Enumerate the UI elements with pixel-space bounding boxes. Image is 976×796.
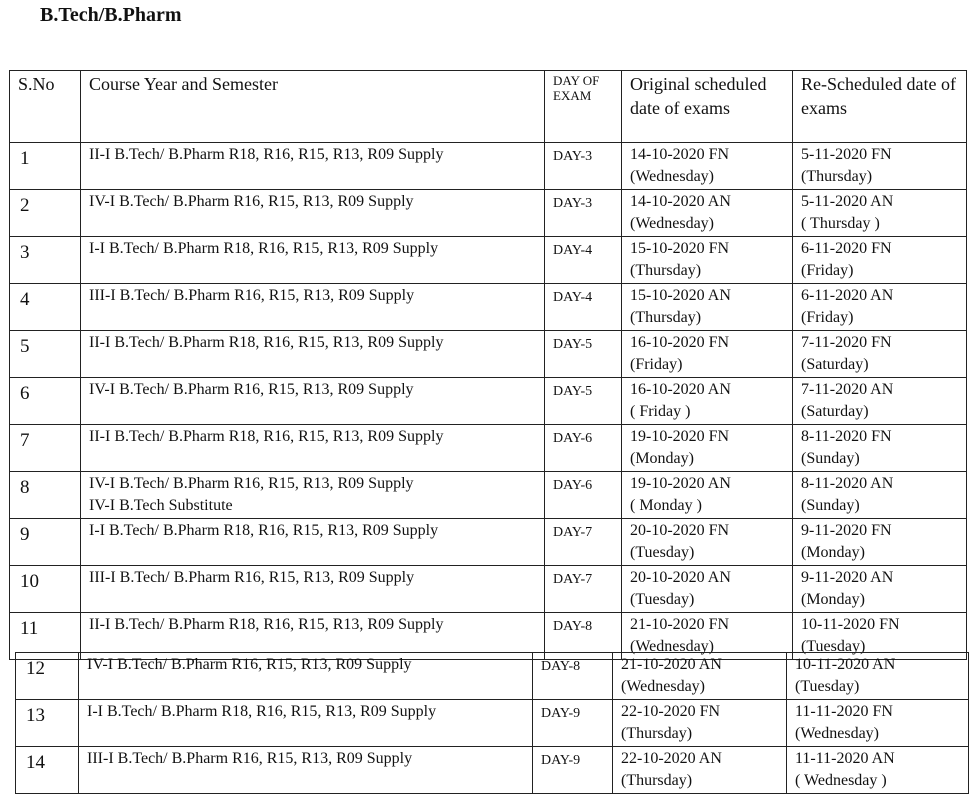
course-text: II-I B.Tech/ B.Pharm R18, R16, R15, R13, R09 Supply (89, 146, 444, 163)
course-text: IV-I B.Tech/ B.Pharm R16, R15, R13, R09 Supply (89, 193, 414, 210)
course-cell (79, 700, 533, 747)
rescheduled-date-cell (793, 519, 967, 566)
sno-cell (10, 425, 81, 472)
course-text: I-I B.Tech/ B.Pharm R18, R16, R15, R13, R09 Supply (89, 522, 439, 539)
table-row (10, 519, 967, 566)
sno-value: 10 (20, 571, 39, 592)
sno-cell (10, 472, 81, 519)
original-weekday: (Tuesday) (630, 591, 695, 608)
header-day-line1: DAY OF (553, 73, 600, 88)
rescheduled-date-cell (793, 331, 967, 378)
day-value: DAY-5 (553, 384, 593, 399)
original-weekday: (Friday) (630, 356, 683, 373)
header-sno: S.No (10, 71, 81, 143)
day-value: DAY-6 (553, 478, 593, 493)
course-cell (81, 143, 545, 190)
sno-cell (10, 284, 81, 331)
rescheduled-weekday: (Saturday) (801, 403, 869, 420)
rescheduled-date: 6-11-2020 AN (801, 287, 894, 304)
day-cell (545, 566, 622, 613)
original-date: 21-10-2020 AN (621, 656, 722, 673)
sno-cell (10, 378, 81, 425)
table-row (10, 331, 967, 378)
course-text: IV-I B.Tech/ B.Pharm R16, R15, R13, R09 Supply (89, 475, 414, 492)
rescheduled-weekday: (Tuesday) (801, 638, 866, 655)
course-text: III-I B.Tech/ B.Pharm R16, R15, R13, R09 Supply (87, 750, 413, 767)
sno-cell (10, 331, 81, 378)
table-row (16, 700, 969, 747)
sno-value: 1 (20, 148, 30, 169)
course-cell (81, 284, 545, 331)
course-text: III-I B.Tech/ B.Pharm R16, R15, R13, R09 Supply (89, 569, 415, 586)
course-cell (81, 425, 545, 472)
rescheduled-weekday: (Sunday) (801, 497, 860, 514)
day-cell (533, 747, 613, 794)
rescheduled-date-cell (793, 425, 967, 472)
rescheduled-date: 5-11-2020 AN (801, 193, 894, 210)
original-weekday: (Thursday) (630, 309, 702, 326)
day-value: DAY-4 (553, 290, 593, 305)
original-weekday: ( Monday ) (630, 497, 702, 514)
header-rescheduled-date: Re-Scheduled date of exams (793, 71, 967, 143)
rescheduled-date-cell (787, 700, 969, 747)
table-row (10, 472, 967, 519)
sno-value: 8 (20, 477, 30, 498)
course-cell (79, 653, 533, 700)
original-weekday: (Wednesday) (630, 168, 715, 185)
sno-value: 12 (26, 658, 45, 679)
sno-cell (16, 653, 79, 700)
original-date-cell (613, 653, 787, 700)
table-row (10, 566, 967, 613)
original-weekday: (Monday) (630, 450, 694, 467)
rescheduled-date: 10-11-2020 AN (795, 656, 896, 673)
original-date-cell (613, 700, 787, 747)
header-day-line2: EXAM (553, 88, 592, 103)
rescheduled-weekday: (Saturday) (801, 356, 869, 373)
sno-value: 14 (26, 752, 45, 773)
course-text: II-I B.Tech/ B.Pharm R18, R16, R15, R13, R09 Supply (89, 616, 444, 633)
day-value: DAY-9 (541, 706, 581, 721)
sno-cell (16, 700, 79, 747)
rescheduled-weekday: ( Thursday ) (801, 215, 880, 232)
exam-schedule-table (9, 70, 967, 660)
original-weekday: (Wednesday) (630, 638, 715, 655)
day-cell (533, 653, 613, 700)
table-row (10, 143, 967, 190)
header-course: Course Year and Semester (81, 71, 545, 143)
rescheduled-weekday: (Thursday) (801, 168, 873, 185)
original-weekday: (Wednesday) (630, 215, 715, 232)
sno-value: 9 (20, 524, 30, 545)
table-row (10, 190, 967, 237)
original-date: 22-10-2020 FN (621, 703, 721, 720)
rescheduled-date: 8-11-2020 AN (801, 475, 894, 492)
rescheduled-date-cell (793, 472, 967, 519)
original-date-cell (622, 331, 793, 378)
original-weekday: (Thursday) (621, 772, 693, 789)
rescheduled-date: 11-11-2020 FN (795, 703, 893, 720)
sno-value: 7 (20, 430, 30, 451)
course-text-line2: IV-I B.Tech Substitute (89, 497, 233, 514)
table-row (16, 747, 969, 794)
course-text: IV-I B.Tech/ B.Pharm R16, R15, R13, R09 Supply (89, 381, 414, 398)
day-cell (545, 425, 622, 472)
sno-value: 3 (20, 242, 30, 263)
original-date-cell (622, 425, 793, 472)
day-cell (545, 519, 622, 566)
rescheduled-date: 8-11-2020 FN (801, 428, 892, 445)
day-value: DAY-8 (553, 619, 593, 634)
rescheduled-date-cell (793, 237, 967, 284)
day-value: DAY-9 (541, 753, 581, 768)
original-date: 19-10-2020 AN (630, 475, 731, 492)
day-value: DAY-8 (541, 659, 581, 674)
rescheduled-date-cell (793, 190, 967, 237)
original-date-cell (622, 472, 793, 519)
original-date: 16-10-2020 FN (630, 334, 730, 351)
sno-cell (10, 237, 81, 284)
sno-cell (16, 747, 79, 794)
course-text: I-I B.Tech/ B.Pharm R18, R16, R15, R13, R09 Supply (87, 703, 437, 720)
sno-cell (10, 519, 81, 566)
day-value: DAY-7 (553, 525, 593, 540)
rescheduled-date-cell (793, 378, 967, 425)
course-text: IV-I B.Tech/ B.Pharm R16, R15, R13, R09 Supply (87, 656, 412, 673)
day-cell (545, 378, 622, 425)
page-title: B.Tech/B.Pharm (40, 4, 182, 26)
sno-cell (10, 190, 81, 237)
rescheduled-date-cell (793, 566, 967, 613)
day-cell (545, 331, 622, 378)
original-date-cell (622, 190, 793, 237)
original-weekday: (Thursday) (621, 725, 693, 742)
course-text: II-I B.Tech/ B.Pharm R18, R16, R15, R13, R09 Supply (89, 334, 444, 351)
table-row (10, 237, 967, 284)
rescheduled-weekday: ( Wednesday ) (795, 772, 887, 789)
rescheduled-weekday: (Monday) (801, 591, 865, 608)
original-date: 20-10-2020 FN (630, 522, 730, 539)
rescheduled-weekday: (Monday) (801, 544, 865, 561)
course-cell (81, 237, 545, 284)
table-row (10, 284, 967, 331)
rescheduled-date: 7-11-2020 AN (801, 381, 894, 398)
rescheduled-date: 9-11-2020 FN (801, 522, 892, 539)
course-cell (81, 190, 545, 237)
day-cell (545, 284, 622, 331)
course-cell (81, 378, 545, 425)
day-cell (545, 143, 622, 190)
original-date: 21-10-2020 FN (630, 616, 730, 633)
rescheduled-weekday: (Tuesday) (795, 678, 860, 695)
original-date: 14-10-2020 AN (630, 193, 731, 210)
rescheduled-date: 11-11-2020 AN (795, 750, 895, 767)
rescheduled-weekday: (Friday) (801, 309, 854, 326)
sno-value: 11 (20, 618, 39, 639)
original-date-cell (622, 566, 793, 613)
sno-value: 13 (26, 705, 45, 726)
original-date-cell (622, 237, 793, 284)
day-cell (545, 190, 622, 237)
header-day-of-exam (545, 71, 622, 143)
original-date: 20-10-2020 AN (630, 569, 731, 586)
rescheduled-date: 6-11-2020 FN (801, 240, 892, 257)
original-date: 16-10-2020 AN (630, 381, 731, 398)
original-date-cell (622, 378, 793, 425)
original-date: 14-10-2020 FN (630, 146, 730, 163)
rescheduled-date: 7-11-2020 FN (801, 334, 892, 351)
day-value: DAY-3 (553, 196, 593, 211)
day-value: DAY-5 (553, 337, 593, 352)
day-cell (533, 700, 613, 747)
course-cell (79, 747, 533, 794)
course-cell (81, 519, 545, 566)
day-value: DAY-7 (553, 572, 593, 587)
sno-value: 2 (20, 195, 30, 216)
course-cell (81, 331, 545, 378)
rescheduled-date-cell (793, 143, 967, 190)
day-value: DAY-4 (553, 243, 593, 258)
table-header-row (10, 71, 967, 143)
rescheduled-weekday: (Friday) (801, 262, 854, 279)
rescheduled-date-cell (787, 747, 969, 794)
course-text: I-I B.Tech/ B.Pharm R18, R16, R15, R13, R09 Supply (89, 240, 439, 257)
original-date: 15-10-2020 AN (630, 287, 731, 304)
header-original-date: Original scheduled date of exams (622, 71, 793, 143)
rescheduled-date: 5-11-2020 FN (801, 146, 892, 163)
original-weekday: (Thursday) (630, 262, 702, 279)
day-value: DAY-3 (553, 149, 593, 164)
rescheduled-weekday: (Wednesday) (795, 725, 880, 742)
rescheduled-weekday: (Sunday) (801, 450, 860, 467)
rescheduled-date: 9-11-2020 AN (801, 569, 894, 586)
original-date: 22-10-2020 AN (621, 750, 722, 767)
original-date-cell (622, 519, 793, 566)
original-date: 15-10-2020 FN (630, 240, 730, 257)
day-value: DAY-6 (553, 431, 593, 446)
course-cell (81, 566, 545, 613)
table-row (10, 378, 967, 425)
sno-value: 4 (20, 289, 30, 310)
table-row (10, 425, 967, 472)
original-date-cell (613, 747, 787, 794)
exam-schedule-table-continued (15, 652, 969, 794)
original-date-cell (622, 284, 793, 331)
sno-cell (10, 566, 81, 613)
sno-cell (10, 143, 81, 190)
rescheduled-date-cell (787, 653, 969, 700)
course-text: III-I B.Tech/ B.Pharm R16, R15, R13, R09 Supply (89, 287, 415, 304)
table-row (16, 653, 969, 700)
original-date: 19-10-2020 FN (630, 428, 730, 445)
course-text: II-I B.Tech/ B.Pharm R18, R16, R15, R13, R09 Supply (89, 428, 444, 445)
sno-value: 5 (20, 336, 30, 357)
rescheduled-date-cell (793, 284, 967, 331)
sno-value: 6 (20, 383, 30, 404)
original-weekday: (Wednesday) (621, 678, 706, 695)
original-date-cell (622, 143, 793, 190)
course-cell (81, 472, 545, 519)
original-weekday: (Tuesday) (630, 544, 695, 561)
original-weekday: ( Friday ) (630, 403, 691, 420)
day-cell (545, 472, 622, 519)
day-cell (545, 237, 622, 284)
rescheduled-date: 10-11-2020 FN (801, 616, 900, 633)
